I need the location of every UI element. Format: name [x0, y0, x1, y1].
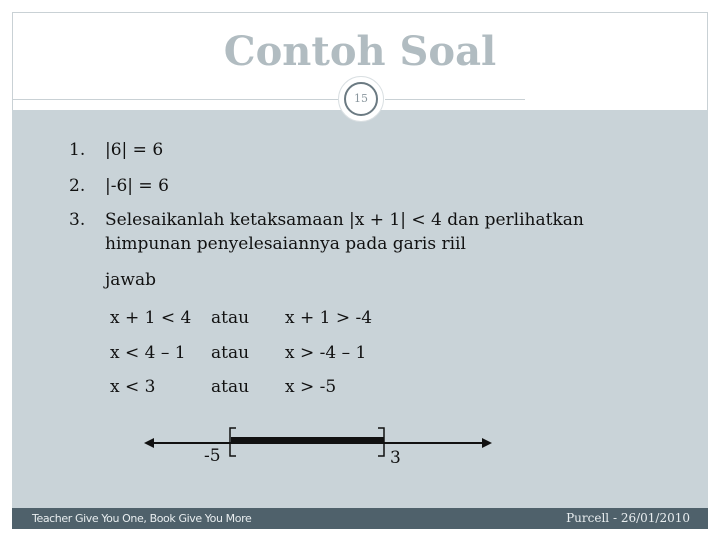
number-line [12, 110, 708, 508]
step-3-connector: atau [211, 377, 250, 397]
step-1-left: x + 1 < 4 [110, 308, 192, 328]
item-3-line-1: Selesaikanlah ketaksamaan |x + 1| < 4 dan perlihatkan [105, 210, 584, 230]
slide-number-badge [338, 76, 384, 122]
number-line-upper-label: 3 [390, 448, 401, 468]
content-panel [12, 110, 708, 508]
arrow-right-icon [482, 438, 492, 448]
answer-label: jawab [105, 270, 156, 290]
item-1-number: 1. [69, 140, 86, 160]
item-3-line-2: himpunan penyelesaiannya pada garis riil [105, 234, 466, 254]
footer-bar [12, 508, 708, 529]
number-line-lower-label: -5 [204, 446, 221, 466]
item-2-text: |-6| = 6 [105, 176, 169, 196]
step-3-right: x > -5 [285, 377, 337, 397]
step-3-left: x < 3 [110, 377, 156, 397]
footer-left-text: Teacher Give You One, Book Give You More [32, 512, 252, 525]
item-3-number: 3. [69, 210, 86, 230]
item-2-number: 2. [69, 176, 86, 196]
step-2-connector: atau [211, 343, 250, 363]
slide-number: 15 [344, 82, 378, 116]
title-rule-right [385, 99, 525, 100]
slide-title: Contoh Soal [223, 28, 497, 75]
item-1-text: |6| = 6 [105, 140, 164, 160]
step-1-right: x + 1 > -4 [285, 308, 373, 328]
footer-right-text: Purcell - 26/01/2010 [566, 511, 690, 525]
step-2-left: x < 4 – 1 [110, 343, 186, 363]
step-2-right: x > -4 – 1 [285, 343, 367, 363]
arrow-left-icon [144, 438, 154, 448]
step-1-connector: atau [211, 308, 250, 328]
title-rule-left [12, 99, 339, 100]
